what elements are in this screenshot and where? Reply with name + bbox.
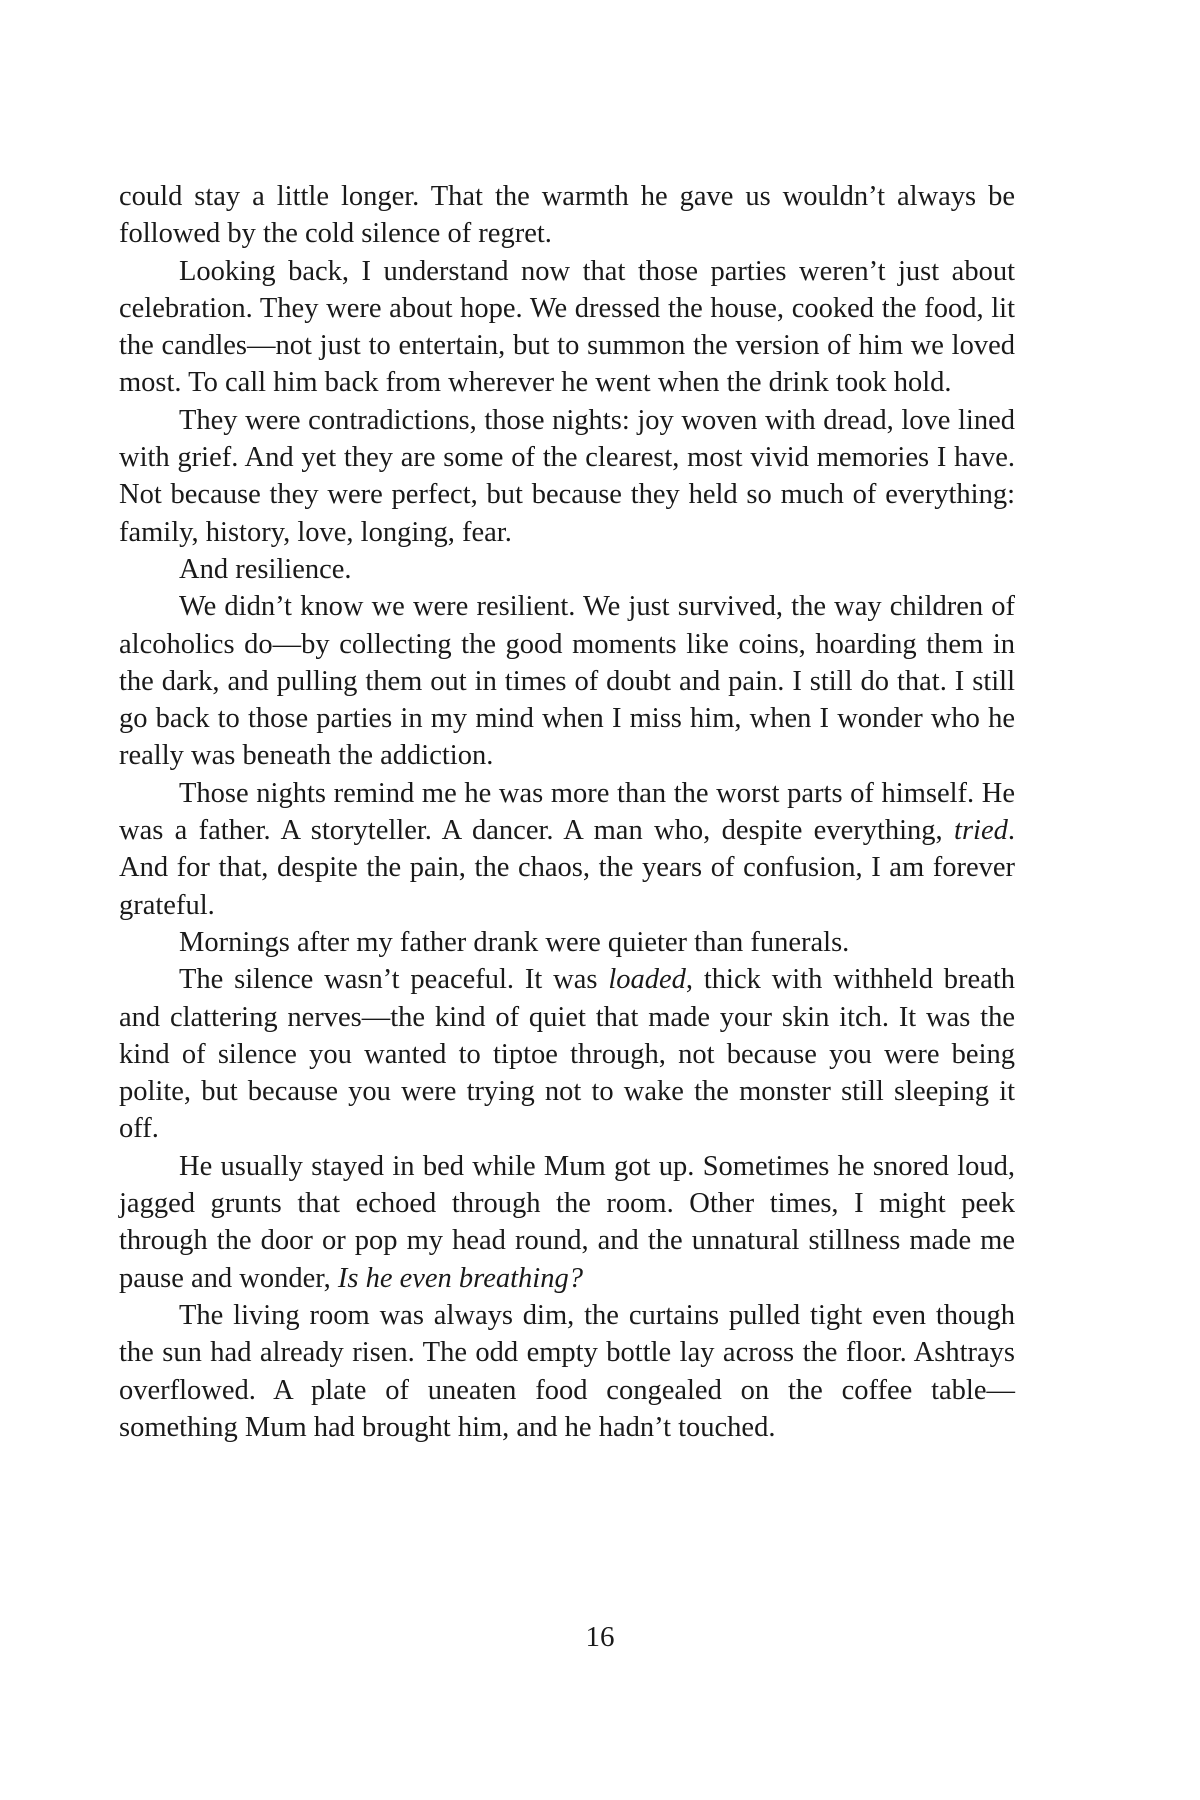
paragraph-6: Those nights remind me he was more than the worst parts of himself. He was a father. A storyteller. A dancer. A man who, despite everything, tried. And for that, despite the pain, the chaos, the years of confusion, I am forever grateful. [119, 777, 1015, 921]
emphasis-breathing: Is he even breathing? [337, 1262, 583, 1294]
paragraph-3: They were contradictions, those nights: joy woven with dread, love lined with grief. And yet they are some of the clearest, most vivid memories I have. Not because they were perfect, but because they held so much of everything: family, history, love, longing, fear. [119, 404, 1015, 548]
paragraph-4: And resilience. [179, 553, 352, 585]
paragraph-7: Mornings after my father drank were quieter than funerals. [179, 926, 850, 958]
paragraph-2: Looking back, I understand now that those parties weren’t just about celebration. They were about hope. We dressed the house, cooked the food, lit the candles—not just to entertain, but to summon the version of him we loved most. To call him back from wherever he went when the drink took hold. [119, 255, 1015, 399]
paragraph-5: We didn’t know we were resilient. We just survived, the way children of alcoholics do—by collecting the good moments like coins, hoarding them in the dark, and pulling them out in times of doubt and pain. I still do that. I still go back to those parties in my mind when I miss him, when I wonder who he really was beneath the addiction. [119, 591, 1015, 772]
body-text [119, 178, 1015, 1446]
emphasis-tried: tried [954, 815, 1008, 847]
emphasis-loaded: loaded [608, 964, 686, 996]
paragraph-8: The silence wasn’t peaceful. It was loaded, thick with withheld breath and clattering nerves—the kind of quiet that made your skin itch. It was the kind of silence you wanted to tiptoe through, not because you were being polite, but because you were trying not to wake the monster still sleeping it off. [119, 964, 1015, 1145]
paragraph-9: He usually stayed in bed while Mum got up. Sometimes he snored loud, jagged grunts that echoed through the room. Other times, I might peek through the door or pop my head round, and the unnatural stillness made me pause and wonder, Is he even breathing? [119, 1150, 1015, 1294]
paragraph-10: The living room was always dim, the curtains pulled tight even though the sun had already risen. The odd empty bottle lay across the floor. Ashtrays overflowed. A plate of uneaten food congealed on the coffee table—something Mum had brought him, and he hadn’t touched. [119, 1299, 1015, 1443]
page-number: 16 [585, 1621, 615, 1653]
paragraph-1: could stay a little longer. That the warmth he gave us wouldn’t always be followed by the cold silence of regret. [119, 181, 1015, 250]
